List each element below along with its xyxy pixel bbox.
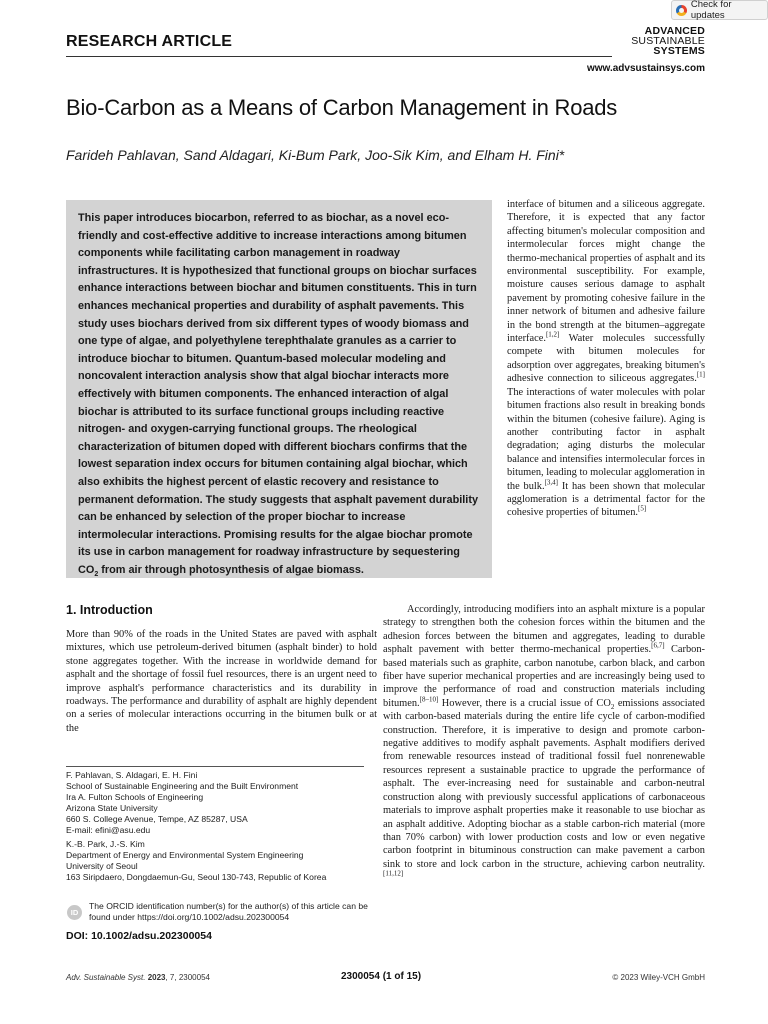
logo-line-advanced: ADVANCED xyxy=(644,25,705,37)
affiliation-line: University of Seoul xyxy=(66,861,138,872)
logo-line-systems: SYSTEMS xyxy=(653,45,705,57)
footer-page-number: 2300054 (1 of 15) xyxy=(341,971,422,982)
orcid-icon: ID xyxy=(67,905,82,920)
affiliation-line: Ira A. Fulton Schools of Engineering xyxy=(66,791,204,802)
affiliation-authors-2: K.-B. Park, J.-S. Kim xyxy=(66,839,145,850)
affiliations xyxy=(66,770,376,883)
author-list: Farideh Pahlavan, Sand Aldagari, Ki-Bum Park, Joo-Sik Kim, and Elham H. Fini* xyxy=(66,147,565,163)
body-text-right-bottom: Accordingly, introducing modifiers into an asphalt mixture is a popular strategy to strengthen both the cohesion forces within the bitumen and the adhesion forces between the bitumen and aggregates, leading to durable asphalt pavement with better thermo-mechanical properties.[6,7] Carbon-based materials such as graphite, carbon nanotube, carbon black, and carbon fiber have superior mechanical properties and are increasingly being used to improve the performance of road and construction materials including bitumen.[8–10] However, there is a crucial issue of $CO_2$ emissions associated with carbon-based materials during the entire life cycle of carbon-modified construction. Therefore, it is imperative to design and promote carbon-negative additives to modify asphalt pavements. Asphalt modifiers derived from renewable resources instead of traditional fossil fuel nonrenewable resources represent a sustainable practice to upgrade the performance of asphalt. The ever-increasing need for sustainable and carbon-neutral construction along with previously successful applications of carbonaceous materials to improve asphalt properties make it reasonable to use biochar as an asphalt additive. Adopting biochar as a stable carbon-rich material (more than 70% carbon) with lower production costs and low or even negative carbon footprint in bituminous construction can make pavement a carbon sink to store and lock carbon in the structure, achieving carbon neutrality.[11,12] xyxy=(383,604,705,878)
citation-link[interactable]: [6,7] xyxy=(651,641,665,650)
affiliation-authors-1: F. Pahlavan, S. Aldagari, E. H. Fini xyxy=(66,770,198,780)
affiliation-line: School of Sustainable Engineering and the Built Environment xyxy=(66,780,299,791)
abstract-box xyxy=(66,200,492,578)
orcid-note[interactable]: The ORCID identification number(s) for the author(s) of this article can be found under https://doi.org/10.1002/adsu.202300054 xyxy=(89,901,368,922)
citation-link[interactable]: [5] xyxy=(638,504,647,513)
abstract-text: This paper introduces biocarbon, referred to as biochar, as a novel eco-friendly and cost-effective additive to increase interactions among bitumen components while facilitating carbon management in roadway infrastructures. It is hypothesized that functional groups on biochar surfaces enhance interactions between biochar and bitumen constituents. This in turn enhances mechanical properties and durability of asphalt pavements. This study uses biochars derived from six different types of woody biomass and one type of algae, and polyethylene terephthalate granules as a carrier to introduce biochar to bitumen. Quantum-based molecular modeling and noncovalent interaction analysis show that algal biochar interacts more effectively with bitumen components. The enhanced interaction of algal biochar is attributed to its surface functional groups including reactive nitrogen- and oxygen-carrying functional groups. The rheological characterization of bitumen doped with different biochars confirms that the lowest separation index occurs for bitumen containing algal biochar, which also exhibits the highest percent of elastic recovery and resistance to permanent deformation. The study suggests that asphalt pavement durability can be enhanced by selection of the proper biochar to increase intermolecular interactions. Promising results for the algae biochar promote its use in carbon management for roadway infrastructure by sequestering $CO_2$ from air through photosynthesis of algae biomass. xyxy=(78,212,478,579)
article-type-label: RESEARCH ARTICLE xyxy=(66,33,233,50)
introduction-text: More than 90% of the roads in the United States are paved with asphalt mixtures, which use petroleum-derived bitumen (asphalt binder) to hold stone aggregates together. With the increase in worldwide demand for asphalt and the shortage of fossil fuel resources, there is an urgent need to improve asphalt's performance characteristics and its durability in roadways. The performance and durability of asphalt are highly dependent on a series of molecular interactions occurring in the bitumen bulk or at the xyxy=(66,629,377,734)
citation-link[interactable]: [11,12] xyxy=(383,869,404,878)
logo-line-sustainable: SUSTAINABLE xyxy=(631,35,705,47)
citation-link[interactable]: [1] xyxy=(696,370,705,379)
body-text-right-top: interface of bitumen and a siliceous aggregate. Therefore, it is expected that any factor affecting bitumen's molecular composition and intermolecular forces might change the thermo-mechanical properties of asphalt and its environmental susceptibility. For example, moisture causes serious damage to asphalt pavement by promoting cohesive failure in the inner network of bitumen and adhesive failure in the bond strength at the bitumen–aggregate interface.[1,2] Water molecules successfully compete with bitumen molecules for adsorption over aggregates, breaking bitumen's adhesive connection to siliceous aggregates.[1] The interactions of water molecules with polar bitumen fractions also result in breaking bonds within the bitumen (cohesive failure). Aging is another contributing factor in asphalt degradation; aging disturbs the molecular balance and intensifies intermolecular forces in bitumen, leading to molecular agglomeration in the bulk.[3,4] It has been shown that molecular agglomeration is a detrimental factor for the cohesive properties of bitumen.[5] xyxy=(507,199,705,519)
citation-link[interactable]: [3,4] xyxy=(544,478,559,487)
citation-link[interactable]: [1,2] xyxy=(545,330,560,339)
affiliation-divider xyxy=(66,766,364,767)
journal-logo xyxy=(631,26,705,56)
check-for-updates-label: Check for updates xyxy=(690,0,732,21)
affiliation-line: Department of Energy and Environmental System Engineering xyxy=(66,850,304,861)
citation-link[interactable]: [8–10] xyxy=(419,695,439,704)
journal-url-link[interactable]: www.advsustainsys.com xyxy=(586,63,705,74)
footer-copyright: © 2023 Wiley-VCH GmbH xyxy=(612,973,705,982)
footer-citation: Adv. Sustainable Syst. 2023, 7, 2300054 xyxy=(66,973,210,982)
affiliation-line: Arizona State University xyxy=(66,802,158,813)
check-for-updates-button[interactable] xyxy=(671,0,768,20)
header-divider xyxy=(66,56,612,57)
crossmark-icon xyxy=(676,5,687,16)
doi-link[interactable]: DOI: 10.1002/adsu.202300054 xyxy=(66,930,212,942)
article-title: Bio-Carbon as a Means of Carbon Management in Roads xyxy=(66,95,618,120)
affiliation-email-link[interactable]: E-mail: efini@asu.edu xyxy=(66,824,151,835)
section-heading-introduction: 1. Introduction xyxy=(66,603,153,617)
affiliation-line: 163 Siripdaero, Dongdaemun-Gu, Seoul 130-743, Republic of Korea xyxy=(66,872,327,883)
affiliation-line: 660 S. College Avenue, Tempe, AZ 85287, USA xyxy=(66,813,248,824)
